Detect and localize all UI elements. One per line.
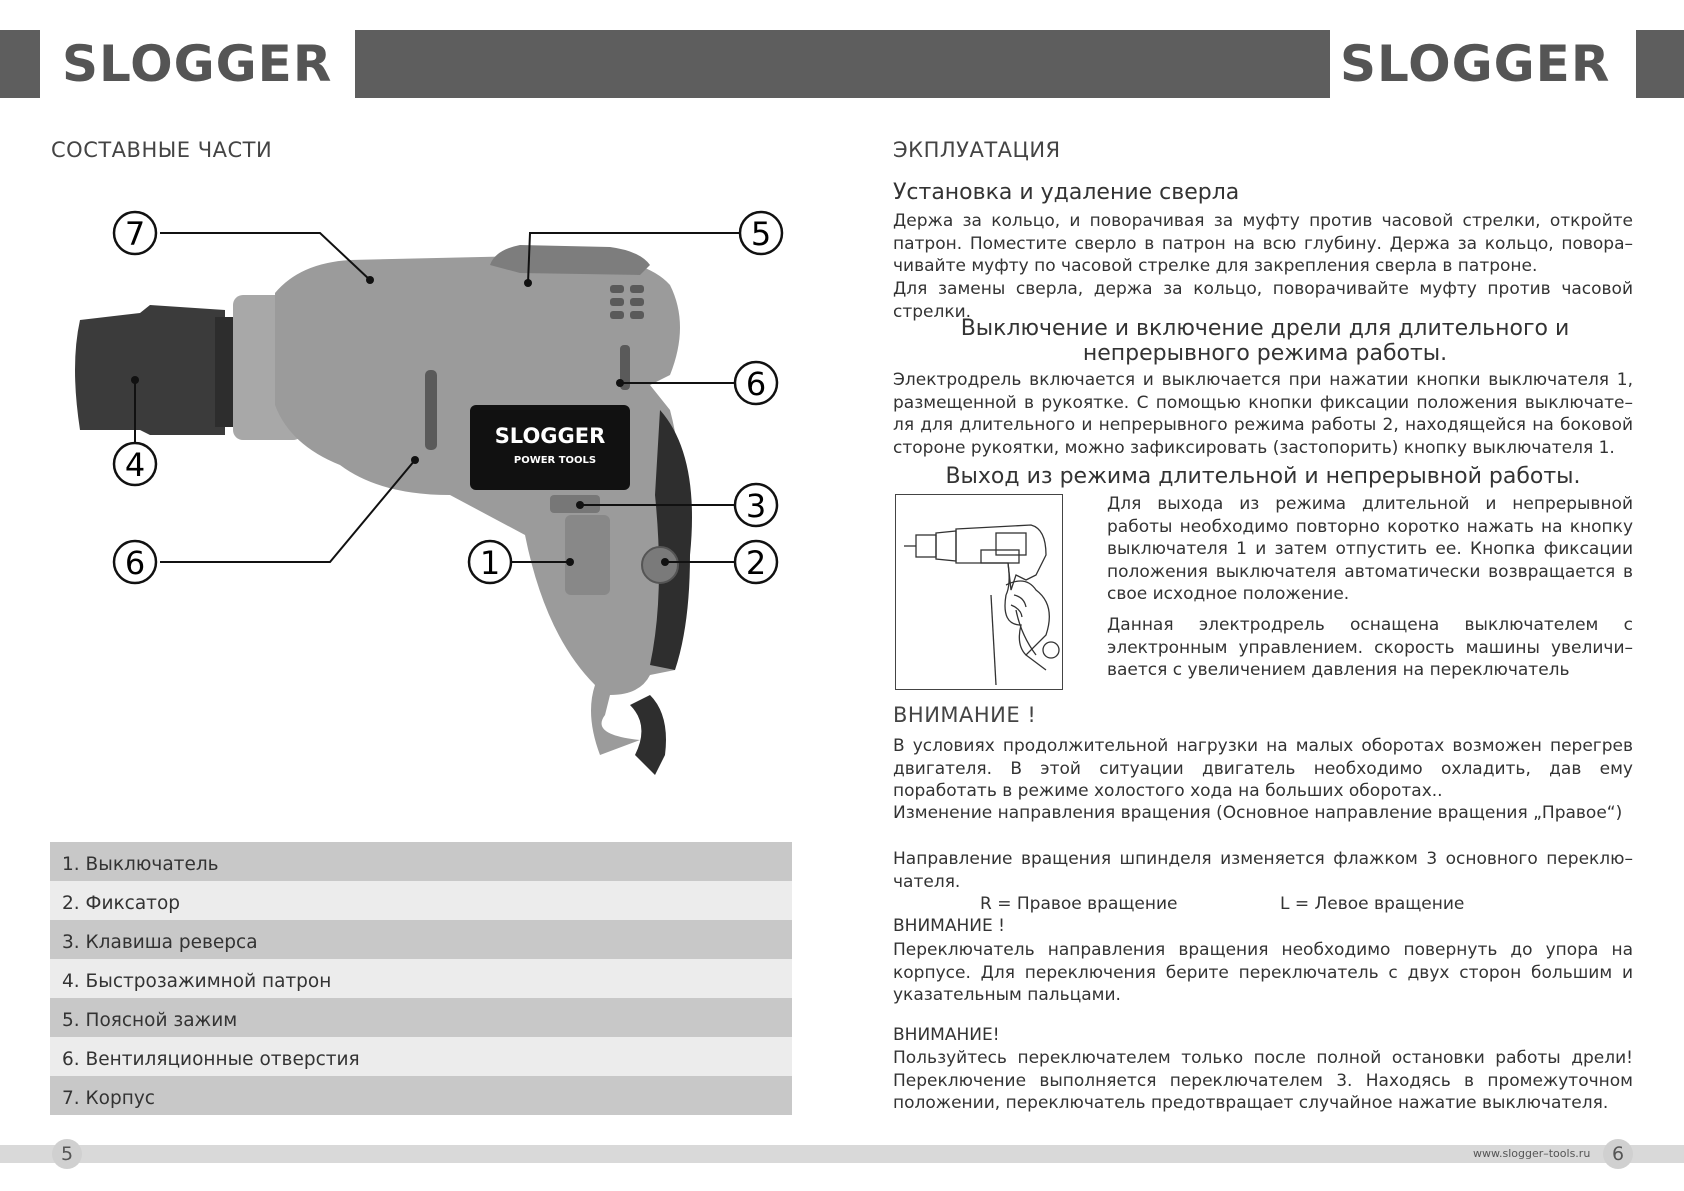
parts-list (50, 842, 792, 1115)
attention-text-1: В условиях продолжительной нагрузки на малых оборотах возможен перегрев двигателя. В этой ситуации двигатель необходимо охладить, дав ему поработать в режиме холостого хода на больших оборотах.. (893, 736, 1633, 801)
parts-list-item: 1. Выключатель (50, 842, 792, 881)
callout-7: 7 (124, 215, 146, 253)
hand-drill-sketch (896, 495, 1062, 689)
header-bar (355, 30, 1330, 98)
callout-6-left: 6 (124, 544, 146, 582)
callout-2: 2 (745, 544, 767, 582)
exit-mode-text-1: Для выхода из режима длительной и непрерывной работы необходимо повторно коротко нажать на кнопку выключателя 1 и затем отпустить ее. Кнопка фиксации положения выключателя автоматически возвращается в свое исходное положение. (1107, 494, 1633, 604)
page-number-left: 5 (52, 1139, 82, 1169)
hand-drill-figure (895, 494, 1063, 690)
left-section-title: СОСТАВНЫЕ ЧАСТИ (51, 138, 273, 162)
parts-list-item: 2. Фиксатор (50, 881, 792, 920)
continuous-mode-title: Выключение и включение дрели для длительного и непрерывного режима работы. (960, 316, 1570, 366)
attention-title: ВНИМАНИЕ ! (893, 703, 1037, 727)
drill-body (75, 245, 692, 775)
parts-list-item: 3. Клавиша реверса (50, 920, 792, 959)
attention-text-4: Переключатель направления вращения необходимо повернуть до упора на корпусе. Для переключения берите переключатель с двух сторон большим и указательным пальцами. (893, 940, 1633, 1005)
header-right-strip (1636, 30, 1684, 98)
drill-label-sub: POWER TOOLS (513, 455, 597, 466)
exit-mode-title: Выход из режима длительной и непрерывной работы. (945, 464, 1581, 489)
callout-6-right: 6 (745, 365, 767, 403)
callout-5: 5 (750, 215, 772, 253)
install-drill-title: Установка и удаление сверла (893, 180, 1240, 205)
drill-label-brand: SLOGGER (494, 424, 606, 448)
website-link[interactable]: www.slogger–tools.ru (1473, 1147, 1591, 1160)
attention-title-2: ВНИМАНИЕ ! (893, 916, 1005, 936)
brand-logo-left: SLOGGER (62, 35, 333, 93)
continuous-mode-text: Электродрель включается и выключается при нажатии кнопки выключателя 1, размещенной в рукоятке. С помощью кнопки фиксации положения выключате–ля для длительного и непрерывного режима работы 2, находящейся на боковой стороне рукоятки, можно зафиксировать (застопорить) кнопку выключателя 1. (893, 370, 1633, 458)
footer-bar (0, 1145, 1684, 1163)
install-drill-text-2: Для замены сверла, держа за кольцо, поворачивайте муфту против часовой стрелки. (893, 279, 1633, 322)
parts-list-item: 7. Корпус (50, 1076, 792, 1115)
header-left-strip (0, 30, 40, 98)
attention-text-3: Направление вращения шпинделя изменяется флажком 3 основного переклю–чателя. (893, 849, 1633, 892)
install-drill-text-1: Держа за кольцо, и поворачивая за муфту против часовой стрелки, откройте патрон. Поместите сверло в патрон на всю глубину. Держа за кольцо, повора–чивайте муфту по часовой стрелке для закрепления сверла в патроне. (893, 211, 1633, 276)
attention-text-5: Пользуйтесь переключателем только после полной остановки работы дрели! Переключение выполняется переключателем 3. Находясь в промежуточном положении, переключатель предотвращает случайное нажатие выключателя. (893, 1048, 1633, 1113)
rotation-left-label: L = Левое вращение (1280, 894, 1465, 914)
callout-3: 3 (745, 487, 767, 525)
right-section-title: ЭКПЛУАТАЦИЯ (893, 138, 1061, 162)
page-number-right: 6 (1603, 1139, 1633, 1169)
callout-4: 4 (124, 446, 146, 484)
parts-list-item: 5. Поясной зажим (50, 998, 792, 1037)
parts-list-item: 6. Вентиляционные отверстия (50, 1037, 792, 1076)
brand-logo-right: SLOGGER (1340, 35, 1611, 93)
parts-list-item: 4. Быстрозажимной патрон (50, 959, 792, 998)
rotation-right-label: R = Правое вращение (980, 894, 1178, 914)
exit-mode-text-2: Данная электродрель оснащена выключателем с электронным управлением. скорость машины увеличи–вается с увеличением давления на переключатель (1107, 615, 1633, 680)
drill-illustration (50, 195, 810, 795)
callout-1: 1 (479, 544, 501, 582)
attention-text-2: Изменение направления вращения (Основное направление вращения „Правое“) (893, 803, 1623, 823)
attention-title-3: ВНИМАНИЕ! (893, 1025, 1000, 1045)
